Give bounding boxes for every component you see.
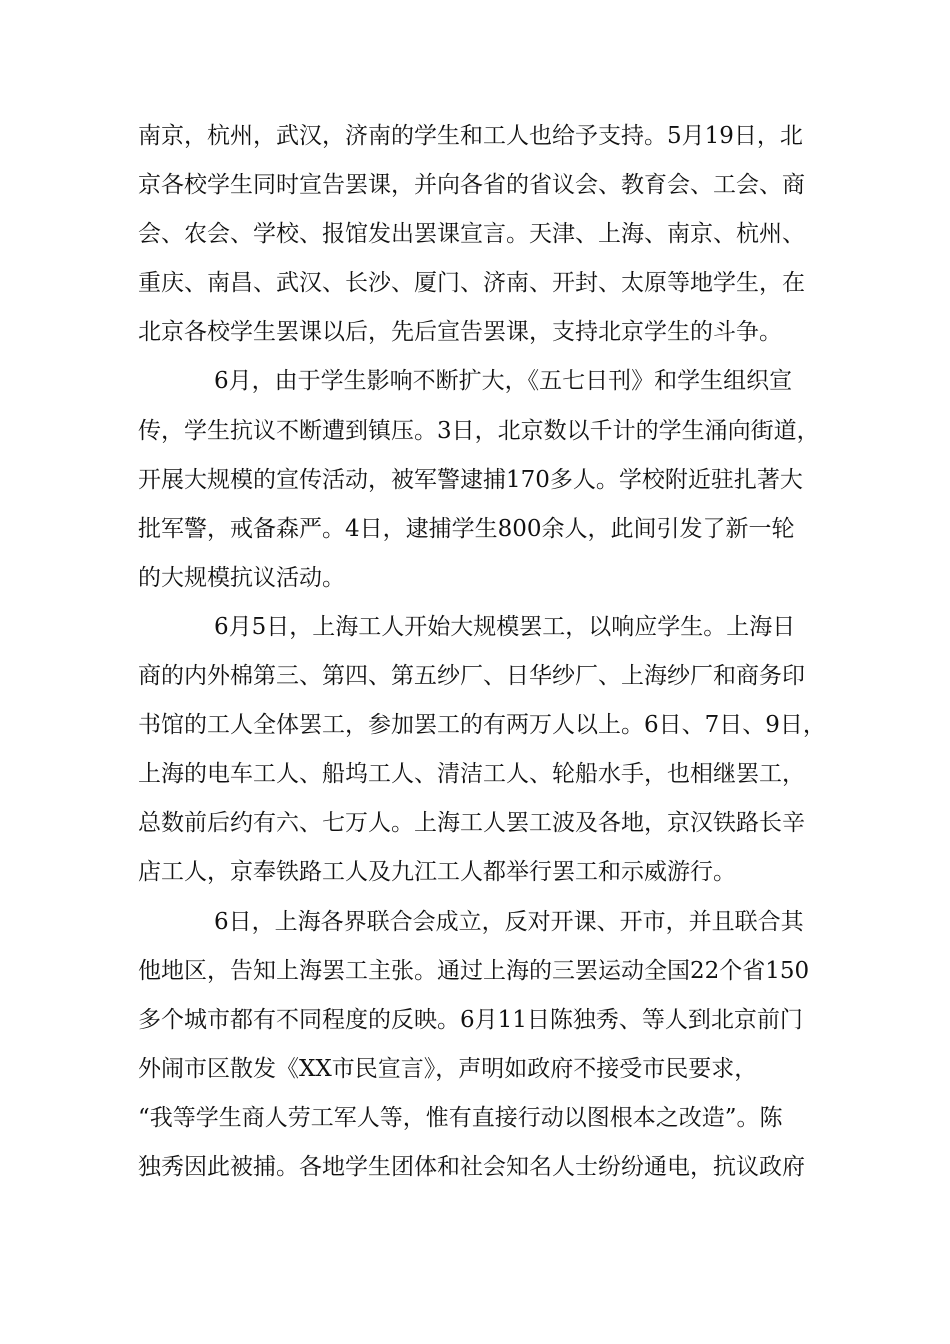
paragraph-2-line-4: 批军警，戒备森严。4日，逮捕学生800余人，此间引发了新一轮 (138, 515, 795, 542)
paragraph-4-line-1: 6日，上海各界联合会成立，反对开课、开市，并且联合其 (214, 908, 804, 935)
paragraph-4-line-6: 独秀因此被捕。各地学生团体和社会知名人士纷纷通电，抗议政府 (138, 1153, 805, 1180)
paragraph-1-line-3: 会、农会、学校、报馆发出罢课宣言。天津、上海、南京、杭州、 (138, 221, 805, 248)
paragraph-3-line-4: 上海的电车工人、船坞工人、清洁工人、轮船水手，也相继罢工， (138, 761, 805, 788)
paragraph-2-line-2: 传，学生抗议不断遭到镇压。3日，北京数以千计的学生涌向街道， (138, 417, 820, 444)
paragraph-3-line-6: 店工人，京奉铁路工人及九江工人都举行罢工和示威游行。 (138, 859, 736, 886)
paragraph-4-line-4: 外闹市区散发《XX市民宣言》，声明如政府不接受市民要求， (138, 1055, 758, 1082)
paragraph-4-line-5: “我等学生商人劳工军人等，惟有直接行动以图根本之改造”。陈 (138, 1104, 783, 1131)
paragraph-4-line-2: 他地区，告知上海罢工主张。通过上海的三罢运动全国22个省150 (138, 957, 810, 984)
paragraph-1-line-4: 重庆、南昌、武汉、长沙、厦门、济南、开封、太原等地学生，在 (138, 270, 805, 297)
paragraph-3-line-1: 6月5日，上海工人开始大规模罢工，以响应学生。上海日 (214, 613, 796, 640)
paragraph-2-line-5: 的大规模抗议活动。 (138, 564, 345, 591)
paragraph-1-line-1: 南京，杭州，武汉，济南的学生和工人也给予支持。5月19日，北 (138, 123, 803, 149)
paragraph-2-line-3: 开展大规模的宣传活动，被军警逮捕170多人。学校附近驻扎著大 (138, 466, 803, 493)
paragraph-4-line-3: 多个城市都有不同程度的反映。6月11日陈独秀、等人到北京前门 (138, 1006, 803, 1033)
paragraph-1-line-2: 京各校学生同时宣告罢课，并向各省的省议会、教育会、工会、商 (138, 172, 805, 199)
paragraph-2-line-1: 6月，由于学生影响不断扩大，《五七日刊》和学生组织宣 (214, 368, 793, 395)
paragraph-3-line-5: 总数前后约有六、七万人。上海工人罢工波及各地，京汉铁路长辛 (138, 810, 805, 837)
paragraph-3-line-2: 商的内外棉第三、第四、第五纱厂、日华纱厂、上海纱厂和商务印 (138, 663, 805, 690)
document-body (138, 112, 828, 1192)
paragraph-1-line-5: 北京各校学生罢课以后，先后宣告罢课，支持北京学生的斗争。 (138, 319, 782, 346)
paragraph-3-line-3: 书馆的工人全体罢工，参加罢工的有两万人以上。6日、7日、9日， (138, 712, 826, 739)
